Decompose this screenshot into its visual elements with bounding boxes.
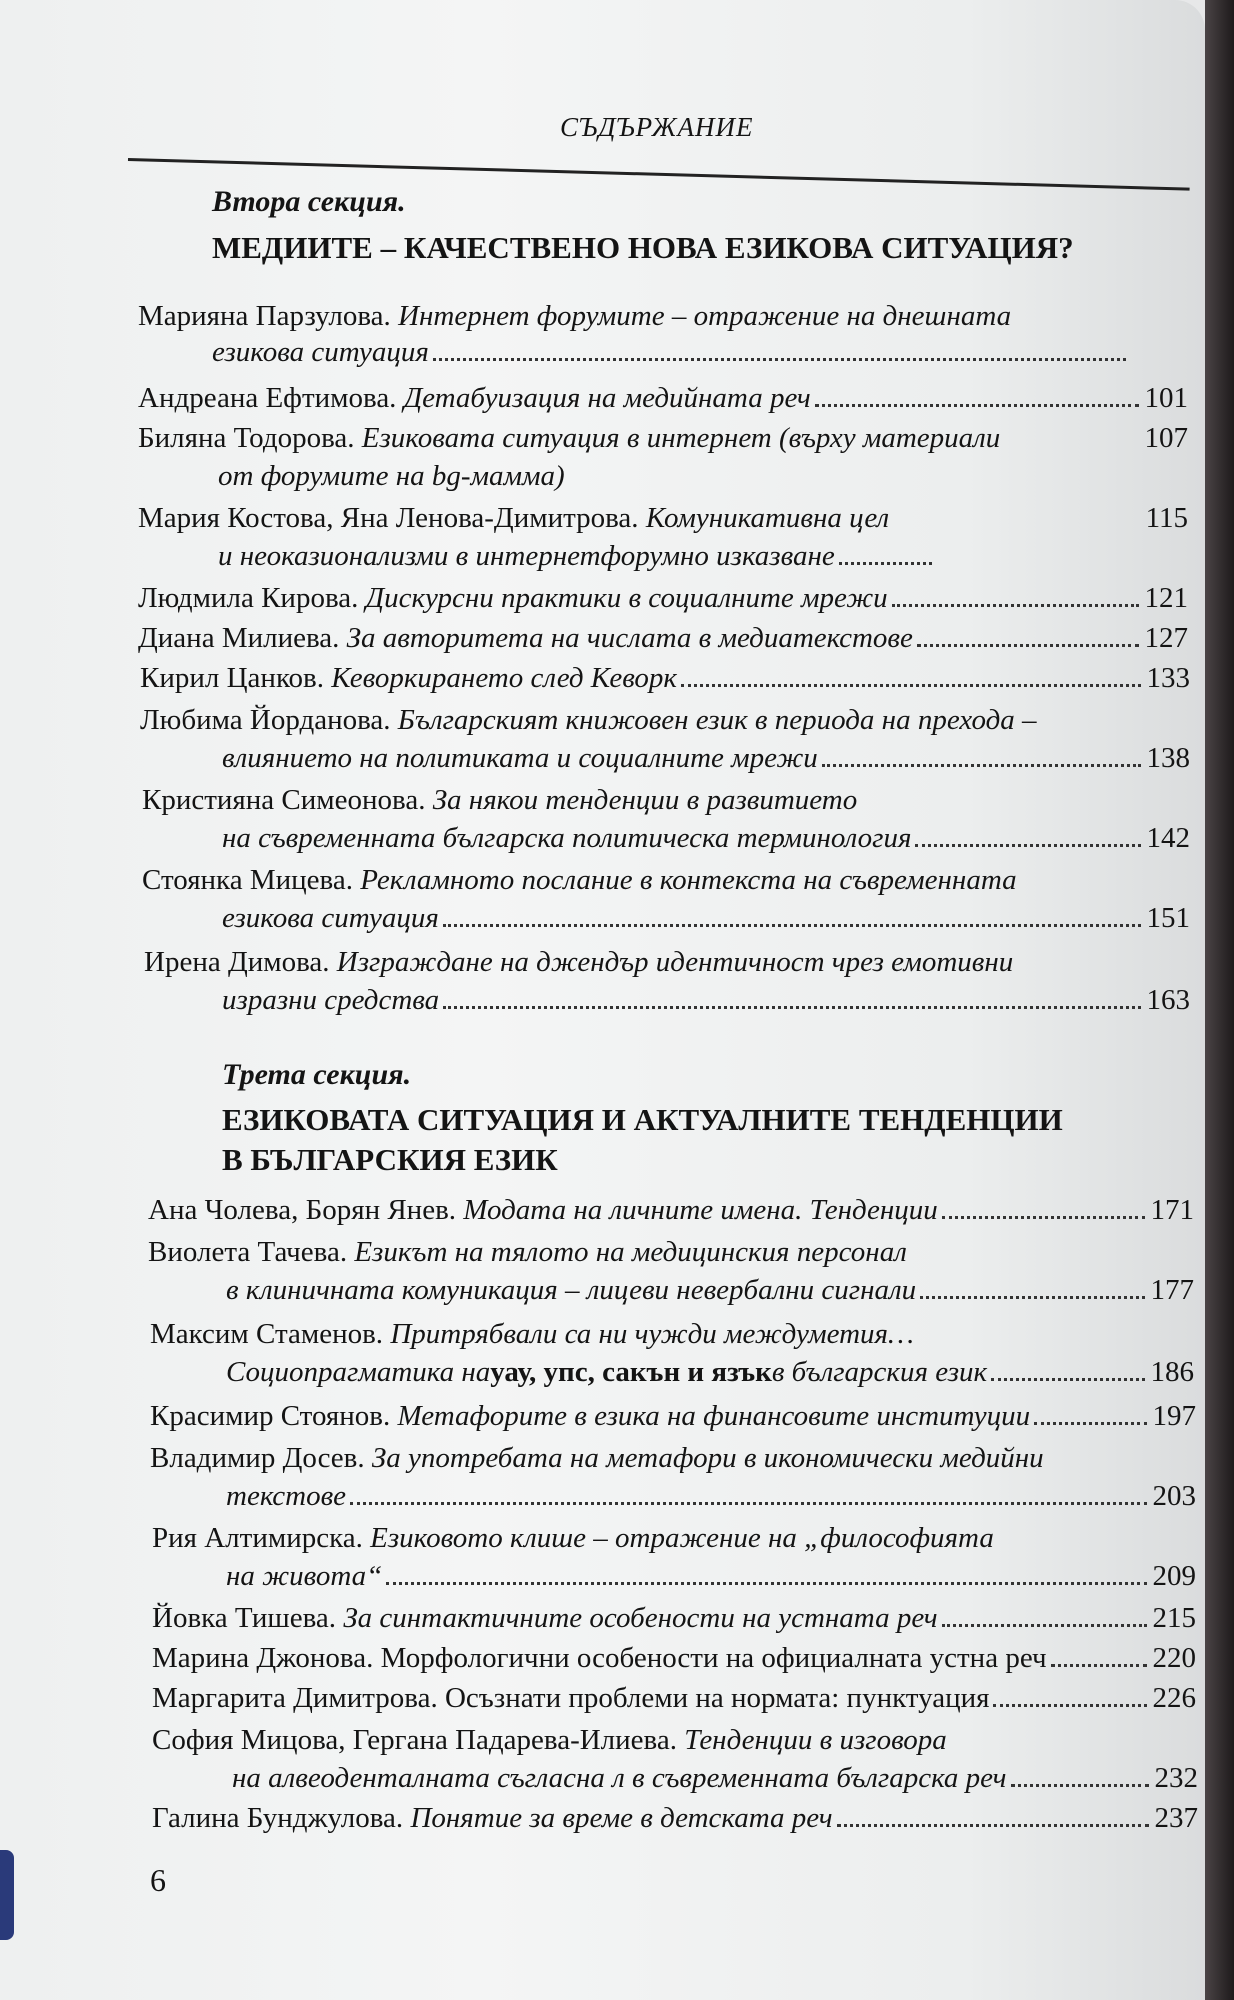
toc-entry[interactable]	[138, 380, 1188, 416]
entry-title-cont: на алвеоденталната съгласна л в съвременната българска реч	[232, 1762, 1007, 1794]
dot-leader	[815, 404, 1139, 407]
entry-author: Виолета Тачева.	[148, 1236, 348, 1268]
entry-title-cont: влиянието на политиката и социалните мрежи	[222, 742, 818, 774]
dot-leader	[350, 1502, 1146, 1505]
toc-entry[interactable]	[152, 1640, 1196, 1676]
folio-page-number: 6	[150, 1862, 166, 1898]
toc-entry[interactable]	[150, 1440, 1190, 1476]
dot-leader	[1051, 1664, 1147, 1667]
entry-continuation	[218, 538, 938, 574]
toc-entry[interactable]	[152, 1600, 1196, 1636]
entry-title: Модата на личните имена. Тенденции	[463, 1194, 938, 1226]
page-number: 171	[1150, 1194, 1194, 1226]
entry-author: Галина Бунджулова.	[152, 1802, 404, 1834]
section-label: Втора секция.	[212, 185, 406, 218]
entry-continuation	[222, 982, 1190, 1018]
entry-title: Метафорите в езика на финансовите институции	[397, 1400, 1031, 1432]
entry-title-bold: уау, упс, сакън и язък	[490, 1356, 772, 1388]
dot-leader	[920, 1296, 1144, 1299]
toc-entry[interactable]	[152, 1800, 1198, 1836]
entry-author: Маргарита Димитрова.	[152, 1682, 438, 1714]
dot-leader	[681, 684, 1141, 687]
entry-author: Рия Алтимирска.	[152, 1522, 363, 1554]
section-title: ЕЗИКОВАТА СИТУАЦИЯ И АКТУАЛНИТЕ ТЕНДЕНЦИИ	[222, 1102, 1063, 1137]
dot-leader	[443, 1006, 1140, 1009]
dot-leader	[837, 1824, 1149, 1827]
page-number: 107	[1144, 422, 1188, 454]
entry-author: Кирил Цанков.	[140, 662, 324, 694]
toc-entry[interactable]	[142, 862, 1142, 898]
entry-title: Тенденции в изговора	[684, 1724, 947, 1756]
entry-continuation	[222, 820, 1190, 856]
entry-title: Притрябвали са ни чужди междуметия…	[390, 1318, 914, 1350]
dot-leader	[991, 1378, 1144, 1381]
entry-author: Стоянка Мицева.	[142, 864, 353, 896]
entry-title-cont: и неоказионализми в интернетфорумно изказване	[218, 540, 835, 572]
entry-title-cont: на живота“	[226, 1560, 383, 1592]
entry-continuation	[222, 740, 1190, 776]
page-number: 151	[1146, 902, 1190, 934]
page-number: 163	[1146, 984, 1190, 1016]
page-number: 121	[1144, 582, 1188, 614]
page-number: 220	[1152, 1642, 1196, 1674]
toc-entry[interactable]	[138, 420, 1188, 456]
dot-leader	[1011, 1784, 1149, 1787]
section-label: Трета секция.	[222, 1058, 412, 1091]
entry-continuation	[212, 334, 1132, 370]
dot-leader	[386, 1582, 1146, 1585]
entry-title-cont: текстове	[226, 1480, 347, 1512]
entry-continuation	[232, 1760, 1198, 1796]
entry-author: Владимир Досев.	[150, 1442, 365, 1474]
section-title: МЕДИИТЕ – КАЧЕСТВЕНО НОВА ЕЗИКОВА СИТУАЦИЯ?	[212, 230, 1074, 265]
entry-title: За употребата на метафори в икономически медийни	[371, 1442, 1044, 1474]
entry-continuation	[222, 900, 1190, 936]
page-number: 209	[1152, 1560, 1196, 1592]
entry-title: За авторитета на числата в медиатекстове	[346, 622, 913, 654]
entry-continuation	[226, 1272, 1194, 1308]
entry-title-cont: Социопрагматика на	[226, 1356, 491, 1388]
entry-title-cont: в българския език	[771, 1356, 988, 1388]
entry-title: За някои тенденции в развитието	[432, 784, 858, 816]
dot-leader	[917, 644, 1139, 647]
toc-entry[interactable]	[150, 1316, 1150, 1352]
entry-author: Марияна Парзулова.	[138, 300, 391, 332]
toc-entry[interactable]	[150, 1398, 1196, 1434]
dot-leader	[942, 1216, 1145, 1219]
entry-title-cont: изразни средства	[222, 984, 440, 1016]
dot-leader	[942, 1624, 1147, 1627]
entry-title: Езикът на тялото на медицинския персонал	[354, 1236, 907, 1268]
entry-title: За синтактичните особености на устната реч	[343, 1602, 938, 1634]
toc-entry[interactable]	[138, 298, 1118, 334]
entry-title: Рекламното послание в контекста на съвременната	[360, 864, 1017, 896]
dot-leader	[1034, 1422, 1146, 1425]
page-number: 186	[1150, 1356, 1194, 1388]
entry-author: Андреана Ефтимова.	[138, 382, 397, 414]
entry-title: Българският книжовен език в периода на прехода –	[397, 704, 1037, 736]
page-number: 203	[1152, 1480, 1196, 1512]
page-number: 142	[1146, 822, 1190, 854]
entry-author: Максим Стаменов.	[150, 1318, 384, 1350]
entry-author: Биляна Тодорова.	[138, 422, 355, 454]
entry-author: Людмила Кирова.	[138, 582, 359, 614]
entry-author: Кристияна Симеонова.	[142, 784, 426, 816]
toc-entry[interactable]	[140, 660, 1190, 696]
entry-title: Дискурсни практики в социалните мрежи	[365, 582, 888, 614]
dot-leader	[443, 924, 1141, 927]
toc-entry[interactable]	[152, 1722, 1192, 1758]
entry-title: Езиковото клише – отражение на „философията	[370, 1522, 994, 1554]
page-number: 197	[1152, 1400, 1196, 1432]
entry-title: Осъзнати проблеми на нормата: пунктуация	[444, 1682, 990, 1714]
dot-leader	[915, 844, 1140, 847]
entry-title: Комуникативна цел	[645, 502, 890, 534]
entry-title-cont: езикова ситуация	[222, 902, 439, 934]
page-number: 115	[1145, 502, 1188, 534]
entry-author: Мария Костова, Яна Ленова-Димитрова.	[138, 502, 639, 534]
page-number: 127	[1144, 622, 1188, 654]
entry-title-cont: езикова ситуация	[212, 336, 429, 368]
entry-title-cont: в клиничната комуникация – лицеви невербални сигнали	[226, 1274, 917, 1306]
toc-entry[interactable]	[138, 580, 1188, 616]
page-number: 101	[1144, 382, 1188, 414]
toc-entry[interactable]	[140, 702, 1190, 738]
entry-author: Любима Йорданова.	[140, 704, 391, 736]
entry-title: Детабуизация на медийната реч	[403, 382, 811, 414]
page-number: 232	[1154, 1762, 1198, 1794]
entry-author: Ана Чолева, Борян Янев.	[148, 1194, 457, 1226]
dot-leader	[993, 1704, 1146, 1707]
entry-author: София Мицова, Гергана Падарева-Илиева.	[152, 1724, 677, 1756]
entry-continuation	[226, 1558, 1196, 1594]
page-number: 226	[1152, 1682, 1196, 1714]
toc-entry[interactable]	[138, 620, 1188, 656]
entry-title: Езиковата ситуация в интернет (върху материали	[361, 422, 1001, 454]
page-number: 138	[1146, 742, 1190, 774]
entry-title: Морфологични особености на официалната устна реч	[380, 1642, 1047, 1674]
page-number: 215	[1152, 1602, 1196, 1634]
toc-entry[interactable]	[142, 782, 1042, 818]
entry-author: Ирена Димова.	[144, 946, 330, 978]
running-head: СЪДЪРЖАНИЕ	[560, 112, 754, 142]
dot-leader	[822, 764, 1141, 767]
entry-continuation	[226, 1354, 1194, 1390]
entry-title: Интернет форумите – отражение на днешната	[398, 300, 1012, 332]
entry-author: Марина Джонова.	[152, 1642, 374, 1674]
entry-author: Йовка Тишева.	[152, 1602, 337, 1634]
dot-leader	[892, 604, 1139, 607]
entry-title: Понятие за време в детската реч	[410, 1802, 833, 1834]
toc-entry[interactable]	[144, 944, 1144, 980]
entry-continuation	[218, 458, 565, 494]
page-number: 237	[1154, 1802, 1198, 1834]
page-number: 133	[1146, 662, 1190, 694]
entry-author: Красимир Стоянов.	[150, 1400, 391, 1432]
toc-entry[interactable]	[152, 1680, 1196, 1716]
entry-title-cont: от форумите на bg-мамма)	[218, 460, 565, 492]
entry-title: Кеворкирането след Кеворк	[331, 662, 677, 694]
toc-entry[interactable]	[138, 500, 1188, 536]
entry-title: Изграждане на джендър идентичност чрез емотивни	[336, 946, 1014, 978]
toc-entry[interactable]	[152, 1520, 1192, 1556]
toc-entry[interactable]	[148, 1192, 1194, 1228]
dot-leader	[839, 562, 932, 565]
entry-continuation	[226, 1478, 1196, 1514]
entry-title-cont: на съвременната българска политическа терминология	[222, 822, 912, 854]
dot-leader	[433, 358, 1126, 361]
entry-author: Диана Милиева.	[138, 622, 340, 654]
page-number: 177	[1150, 1274, 1194, 1306]
toc-entry[interactable]	[148, 1234, 1148, 1270]
section-title-line2: В БЪЛГАРСКИЯ ЕЗИК	[222, 1142, 558, 1177]
